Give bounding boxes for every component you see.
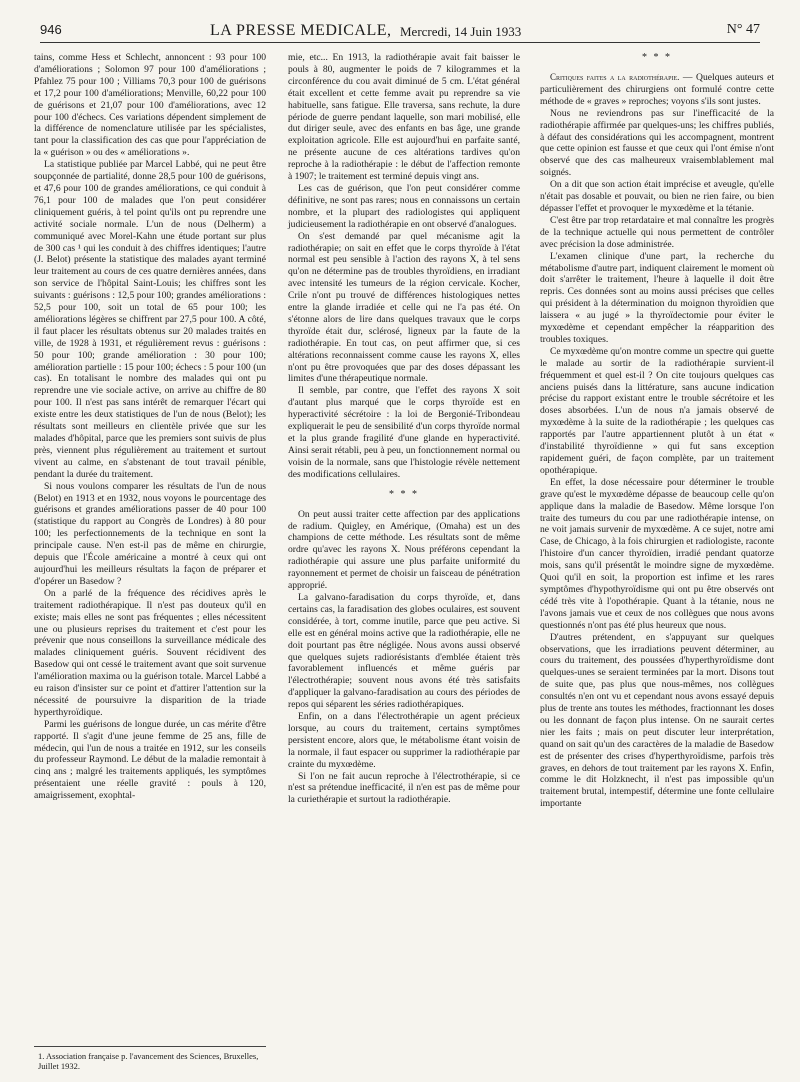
section-separator: * * * bbox=[389, 488, 419, 500]
paragraph: On s'est demandé par quel mécanisme agit la radiothérapie; on sait en effet que le corps thyroïde à l'état normal est peu sensible à l'action des rayons X, à tel sens qu'on ne détermine pas de troubles thyroïdiens, en irradiant avec intensité les tumeurs de la région cervicale. Kocher, Crile n'ont pu trouvé de différences histologiques nettes entre la glande irradiée et celle qui ne l'a pas été. On s'étonne alors de lire dans quelques travaux que le corps thyroïde était dur, sclérosé, ligneux par la faute de la radiothérapie. En tout cas, on peut affirmer que, si ces altérations reconnaissent comme cause les rayons X, elles n'ont pu être provoquées que par des doses dépassant les limites d'une thérapeutique normale. bbox=[288, 230, 520, 385]
paragraph: Parmi les guérisons de longue durée, un cas mérite d'être rapporté. Il s'agit d'une jeune femme de 25 ans, fille de médecin, qui l'un de nous a traitée en 1912, sur les conseils du professeur Raymond. Le début de la maladie remontait à cinq ans ; malgré les traitements appliqués, les symptômes présentaient une réelle gravité : pouls à 120, amaigrissement, exophtal- bbox=[34, 718, 266, 802]
paragraph-text: — Quelques auteurs et particulièrement des chirurgiens ont formulé contre cette méthode de « graves » reproches; voyons s'ils sont justes. bbox=[540, 72, 774, 107]
paragraph: D'autres prétendent, en s'appuyant sur quelques observations, que les irradiations peuvent déterminer, au cours du traitement, des poussées d'hyperthyroïdisme dont quelques-unes se seraient terminées par la mort. Disons tout de suite que, pas plus que nous-mêmes, nos collègues consultés n'en ont vu et cependant nous avons essayé depuis plus de trente ans toutes les méthodes, fractionnant les doses ou les donnant de façon plus intense. On ne saurait certes nier les faits ; mais on peut discuter leur interprétation, quand on sait qu'un des caractères de la maladie de Basedow est de présenter des crises d'hyperthyroïdisme, parfois très graves, en dehors de tout traitement par les rayons X. Enfin, comme le dit Holzknecht, il n'est pas impossible qu'un traitement brutal, intempestif, détermine une fonte cellulaire importante bbox=[540, 631, 774, 810]
paragraph: Les cas de guérison, que l'on peut considérer comme définitive, ne sont pas rares; nous en connaissons un certain nombre, et la plupart des radiologistes qui appliquent judicieusement la radiothérapie en ont observé d'analogues. bbox=[288, 182, 520, 230]
paragraph: Nous ne reviendrons pas sur l'inefficacité de la radiothérapie affirmée par quelques-uns; les chiffres publiés, à défaut des considérations qui les accompagnent, montrent que cette opinion est fausse et que ceux qui l'ont émise n'ont observé que des cas malheureux vraisemblablement mal soignés. bbox=[540, 107, 774, 179]
paragraph: Si nous voulons comparer les résultats de l'un de nous (Belot) en 1913 et en 1932, nous voyons le pourcentage des guérisons et grandes améliorations passer de 40 pour 100 (statistique du rapport au Congrès de Londres) à 80 pour 100; les perfectionnements de la technique en sont la principale cause. N'en est-il pas de même en chirurgie, depuis que l'École américaine a montré à ceux qui ont aujourd'hui les meilleurs résultats la façon de préparer et d'opérer un Basedow ? bbox=[34, 480, 266, 587]
paragraph: En effet, la dose nécessaire pour déterminer le trouble grave qu'est le myxœdème dépasse de beaucoup celle qu'on applique dans la maladie de Basedow. Même lorsque l'on traite des tumeurs du cou par une radiothérapie intense, on ne voit jamais survenir de myxœdème. A ce sujet, notre ami Case, de Chicago, à la fois chirurgien et radiologiste, raconte l'histoire d'un cancer thyroïdien, irradié pendant quatorze mois, sans qu'il présentât le moindre signe de myxœdème. Quoi qu'il en soit, la proportion est infime et les rares symptômes d'hypothyroïdisme qui ont pu être observés ont cédé très vite à l'opothérapie. Quant à la tétanie, nous ne l'avons jamais vue et ceux de nos collègues que nous avons questionnés n'ont pas été plus heureux que nous. bbox=[540, 476, 774, 631]
paragraph: On a dit que son action était imprécise et aveugle, qu'elle n'était pas dosable et pouvait, ou bien ne rien faire, ou bien dépasser l'effet et provoquer le myxœdème et la tétanie. bbox=[540, 179, 774, 214]
paragraph: tains, comme Hess et Schlecht, annoncent : 93 pour 100 d'améliorations ; Solomon 97 pour 100 d'améliorations ; Pfahlez 75 pour 100 ; Villiams 70,3 pour 100 de guérisons et 17,2 pour 100 d'améliorations; Menville, 60,22 pour 100 de guérisons et 21,07 pour 100 d'améliorations, avec 12 pour 100 d'échecs. Ces variations dépendent simplement de la différence de nomenclature utilisée par les spécialistes, tant pour la classification des cas que pour l'appréciation de la « guérison » ou des « améliorations ». bbox=[34, 52, 266, 159]
journal-title: LA PRESSE MEDICALE, bbox=[210, 22, 392, 39]
column-3 bbox=[540, 52, 774, 810]
section-heading: Critiques faites a la radiothérapie. bbox=[550, 72, 680, 82]
paragraph: La statistique publiée par Marcel Labbé, qui ne peut être soupçonnée de partialité, donne 28,5 pour 100 de guérisons, et 47,6 pour 100 de grandes améliorations, ce qui conduit à 76,1 pour 100 de malades que l'on peut considérer cliniquement guéris, à tel point qu'ils ont pu reprendre une activité sociale normale. L'un de nous (Delherm) a communiqué avec Morel-Kahn une étude portant sur plus de 300 cas ¹ qui les conduit à des chiffres identiques; l'autre (J. Belot) présente la statistique des malades ayant terminé leur traitement au cours de ces quatre dernières années, dans son service de l'hôpital Saint-Louis; les chiffres sont les suivants : guérisons : 12,5 pour 100; grandes améliorations : 52,5 pour 100, soit un total de 65 pour 100; les améliorations légères se chiffrent par 27,5 pour 100. A côté, il faut placer les résultats obtenus sur 20 malades traités en ville, de 1928 à 1931, et régulièrement revus : guérisons : 50 pour 100; grande amélioration : 30 pour 100; amélioration partielle : 15 pour 100; échecs : 5 pour 100 (un cas). En totalisant le nombre des malades qui ont pu reprendre une vie sociale active, on arrive au chiffre de 80 pour 100. Il n'est pas sans intérêt de remarquer l'écart qui existe entre les deux statistiques de l'un de nous (Belot); les résultats sont meilleurs en clientèle privée que sur les malades d'hôpital, parce que les premiers sont suivis de plus près, viennent plus régulièrement au traitement et surtout vivent au calme, en s'abstenant de tout travail pénible, pendant la durée du traitement. bbox=[34, 159, 266, 480]
column-2 bbox=[288, 52, 520, 806]
footnote-text: 1. Association française p. l'avancement des Sciences, Bruxelles, Juillet 1932. bbox=[38, 1051, 259, 1071]
column-1 bbox=[34, 52, 266, 802]
paragraph bbox=[540, 72, 774, 108]
page-header bbox=[40, 22, 760, 43]
section-separator: * * * bbox=[642, 52, 672, 63]
paragraph: Ce myxœdème qu'on montre comme un spectre qui guette le malade au sortir de la radiothérapie survient-il fréquemment et quel est-il ? On cite toujours quelques cas anciens puisés dans la littérature, sans aucune indication précise du rapport existant entre le trouble sécrétoire et les doses absorbées. L'un de nous n'a jamais observé de myxœdème à la suite de la radiothérapie ; les quelques cas rapportés par l'autre appartiennent plutôt à un état « d'instabilité thyroïdienne » qui fut sans exception rapidement guéri, de façon complète, par un traitement opothérapique. bbox=[540, 345, 774, 476]
paragraph: On peut aussi traiter cette affection par des applications de radium. Quigley, en Amérique, (Omaha) est un des champions de cette méthode. Les résultats sont de même ordre qu'avec les rayons X. Nous préférons cependant la radiothérapie qui assure une plus parfaite uniformité du rayonnement et permet de choisir un faisceau de pénétration approprié. bbox=[288, 508, 520, 592]
paragraph: Il semble, par contre, que l'effet des rayons X soit d'autant plus marqué que le corps thyroïde est en hyperactivité sécrétoire : la loi de Bergonié-Tribondeau expliquerait le peu de sensibilité d'un corps thyroïde normal et la plus grande fragilité d'une glande en hyperactivité. Ainsi serait rétabli, peu à peu, un fonctionnement normal ou voisin de la normale, sans que l'histologie révèle nettement des modifications cellulaires. bbox=[288, 385, 520, 480]
paragraph: Si l'on ne fait aucun reproche à l'électrothérapie, si ce n'est sa prétendue inefficacité, il n'en est pas de même pour la curiethérapie et surtout la radiothérapie. bbox=[288, 770, 520, 806]
issue-number: N° 47 bbox=[726, 22, 760, 37]
page-number: 946 bbox=[40, 22, 62, 37]
paragraph: mie, etc... En 1913, la radiothérapie avait fait baisser le pouls à 80, augmenter le poids de 7 kilogrammes et la circonférence du cou avait diminué de 5 cm. L'état général était excellent et cette femme avait pu reprendre sa vie habituelle, sans fatigue. Elle traversa, sans rechute, la dure période de guerre pendant laquelle, son mari mobilisé, elle dut diriger seule, avec des enfants en bas âge, une grande exploitation agricole. Elle est aujourd'hui en parfaite santé, ne présente aucune de ces altérations tardives qu'on reproche à la radiothérapie : le début de l'affection remonte à 1907; le traitement est terminé depuis vingt ans. bbox=[288, 52, 520, 183]
paragraph: C'est être par trop retardataire et mal connaître les progrès de la technique actuelle qui nous permettent de contrôler avec précision la dose administrée. bbox=[540, 214, 774, 250]
footnote bbox=[34, 1046, 266, 1071]
paragraph: On a parlé de la fréquence des récidives après le traitement radiothérapique. Il n'est pas douteux qu'il en existe; mais elles ne sont pas fréquentes ; elles nécessitent une ou plusieurs reprises du traitement et c'est pour les prévenir que nous conseillons la surveillance médicale des malades cliniquement guéris. Souvent récidivent des Basedow qui ont cessé le traitement avant que soit survenue l'amélioration maxima ou la guérison totale. Marcel Labbé a eu raison d'insister sur ce point et d'attirer l'attention sur la nécessité de poursuivre la disparition de la triade hyperthyroïdique. bbox=[34, 587, 266, 718]
paragraph: L'examen clinique d'une part, la recherche du métabolisme d'autre part, indiquent clairement le moment où doit s'arrêter le traitement, l'heure à laquelle il doit être repris. Ces données sont au moins aussi précises que celles qui président à la détermination du moignon thyroïdien que laissera « au jugé » la thyroïdectomie pour éviter le myxœdème et cependant empêcher la réapparition des troubles toxiques. bbox=[540, 250, 774, 345]
paragraph: Enfin, on a dans l'électrothérapie un agent précieux lorsque, au cours du traitement, certains symptômes persistent encore, alors que, le métabolisme étant voisin de la normale, il faut espacer ou supprimer la radiothérapie par crainte du myxœdème. bbox=[288, 711, 520, 770]
paragraph: La galvano-faradisation du corps thyroïde, et, dans certains cas, la faradisation des globes oculaires, est souvent considérée, à tort, comme inutile, parce que peu active. Si elle est en général moins active que la radiothérapie, elle ne doit pourtant pas être négligée. Nous avons aussi observé que quelques sujets radiorésistants d'emblée étaient très favorablement influencés et même guéris par l'électrothérapie; souvent nous avons été très satisfaits d'appliquer la galvano-faradisation au cours des périodes de repos qui séparent les séries radiothérapiques. bbox=[288, 591, 520, 711]
issue-date: Mercredi, 14 Juin 1933 bbox=[400, 24, 522, 39]
